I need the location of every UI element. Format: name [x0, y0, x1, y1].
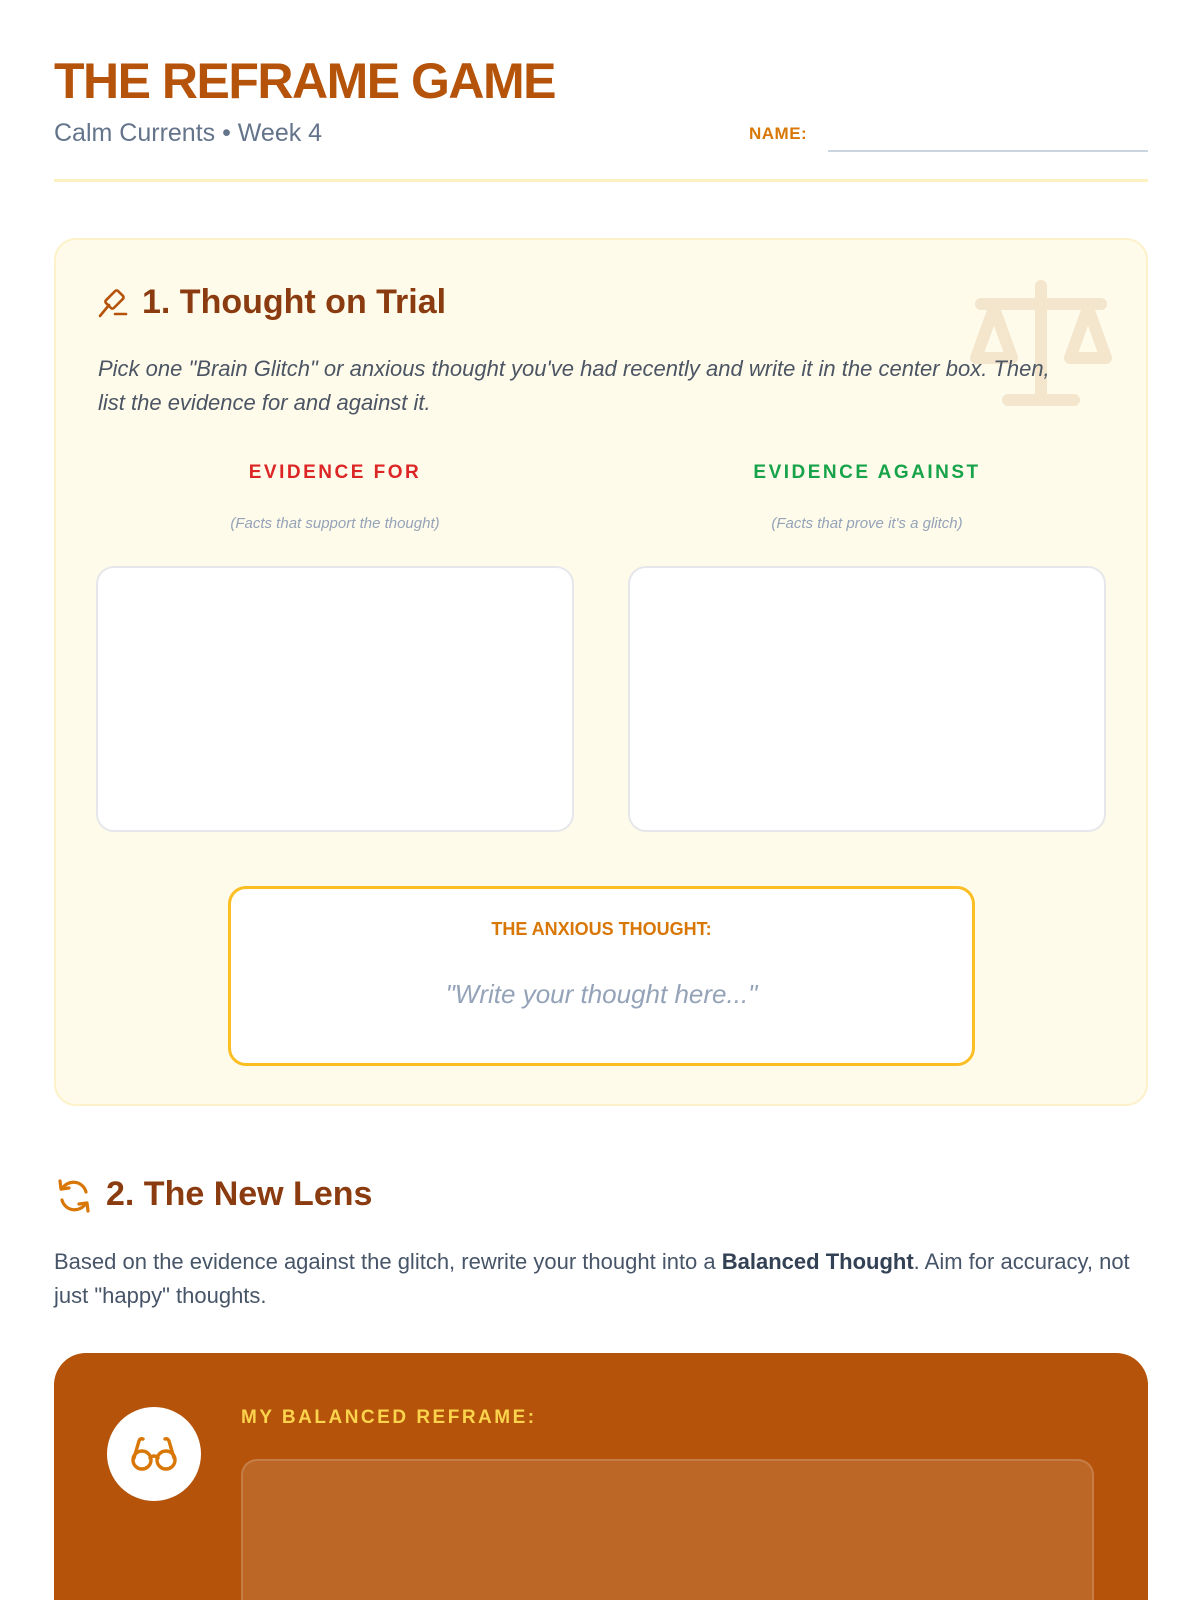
anxious-thought-label: THE ANXIOUS THOUGHT: — [491, 919, 712, 939]
glasses-icon-badge — [107, 1407, 201, 1501]
thought-on-trial-card — [54, 238, 1148, 1106]
balanced-reframe-input[interactable] — [241, 1459, 1094, 1600]
balanced-reframe-card — [54, 1353, 1148, 1600]
name-field[interactable] — [828, 150, 1148, 152]
evidence-against-hint: (Facts that prove it's a glitch) — [771, 515, 963, 532]
section1-instructions: Pick one "Brain Glitch" or anxious thought you've had recently and write it in the center box. Then, list the evidence for and against it. — [98, 356, 1050, 415]
name-label: NAME: — [749, 124, 808, 143]
balanced-reframe-label: MY BALANCED REFRAME: — [241, 1407, 537, 1428]
anxious-thought-box — [228, 886, 975, 1066]
page-title: THE REFRAME GAME — [54, 53, 555, 109]
evidence-against-box[interactable] — [628, 566, 1106, 832]
evidence-for-hint: (Facts that support the thought) — [230, 515, 440, 532]
glasses-icon — [129, 1429, 179, 1479]
section2-text-bold: Balanced Thought — [721, 1249, 914, 1274]
section2-text-before: Based on the evidence against the glitch, rewrite your thought into a — [54, 1249, 722, 1274]
section-title-new-lens: 2. The New Lens — [106, 1175, 373, 1213]
gavel-icon — [96, 286, 130, 320]
refresh-icon — [54, 1176, 94, 1216]
section-title-thought-on-trial: 1. Thought on Trial — [142, 283, 447, 321]
page-subtitle: Calm Currents • Week 4 — [54, 119, 323, 147]
section2-instructions — [54, 1245, 1148, 1313]
evidence-for-label: EVIDENCE FOR — [248, 462, 422, 483]
worksheet-header — [54, 52, 1148, 182]
evidence-for-box[interactable] — [96, 566, 574, 832]
anxious-thought-input[interactable]: "Write your thought here..." — [445, 979, 758, 1009]
evidence-against-label: EVIDENCE AGAINST — [753, 462, 981, 483]
section2-text-after: . Aim for accuracy, not just "happy" thoughts. — [54, 1249, 1130, 1308]
